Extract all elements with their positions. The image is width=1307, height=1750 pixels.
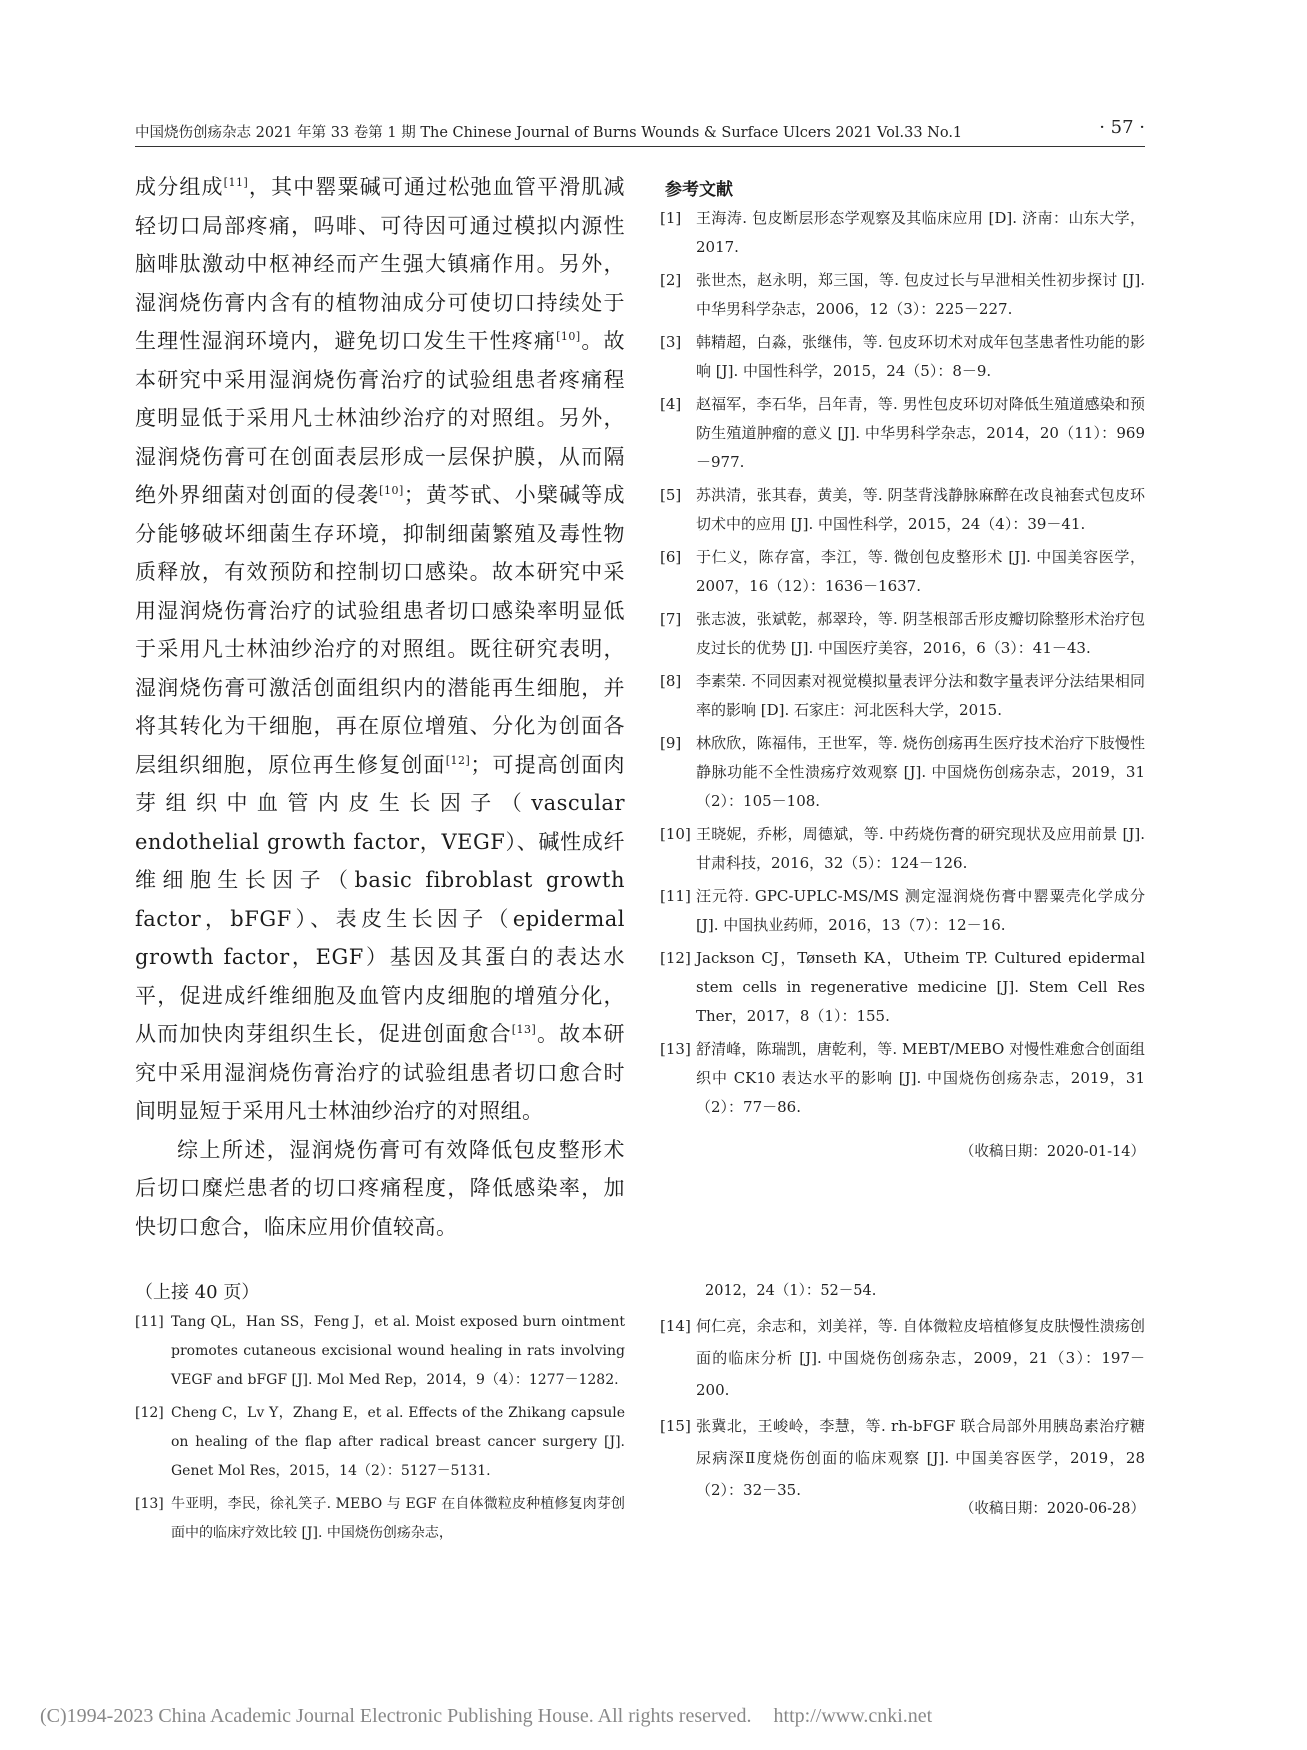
reference-continuation: 2012，24（1）：52－54.: [705, 1283, 877, 1299]
reference-item: [10] 王晓妮，乔彬，周德斌，等. 中药烧伤膏的研究现状及应用前景 [J]. 甘肃科技，2016，32（5）：124－126.: [660, 825, 1145, 872]
reference-item: [9] 林欣欣，陈福伟，王世军，等. 烧伤创疡再生医疗技术治疗下肢慢性静脉功能不全性溃疡疗效观察 [J]. 中国烧伤创疡杂志，2019，31（2）：105－108.: [660, 734, 1145, 810]
paragraph-discussion: 成分组成[11]，其中罂粟碱可通过松弛血管平滑肌减轻切口局部疼痛，吗啡、可待因可通过模拟内源性脑啡肽激动中枢神经而产生强大镇痛作用。另外，湿润烧伤膏内含有的植物油成分可使切口持续处于生理性湿润环境内，避免切口发生干性疼痛[10]。故本研究中采用湿润烧伤膏治疗的试验组患者疼痛程度明显低于采用凡士林油纱治疗的对照组。另外，湿润烧伤膏可在创面表层形成一层保护膜，从而隔绝外界细菌对创面的侵袭[10]；黄芩甙、小檗碱等成分能够破坏细菌生存环境，抑制细菌繁殖及毒性物质释放，有效预防和控制切口感染。故本研究中采用湿润烧伤膏治疗的试验组患者切口感染率明显低于采用凡士林油纱治疗的对照组。既往研究表明，湿润烧伤膏可激活创面组织内的潜能再生细胞，并将其转化为干细胞，再在原位增殖、分化为创面各层组织细胞，原位再生修复创面[12]；可提高创面肉芽组织中血管内皮生长因子（vascular endothelial growth factor，VEGF）、碱性成纤维细胞生长因子（basic fibroblast growth factor，bFGF）、表皮生长因子（epidermal growth factor，EGF）基因及其蛋白的表达水平，促进成纤维细胞及血管内皮细胞的增殖分化，从而加快肉芽组织生长，促进创面愈合[13]。故本研究中采用湿润烧伤膏治疗的试验组患者切口愈合时间明显短于采用凡士林油纱治疗的对照组。: [135, 175, 626, 1123]
citation: [12]: [445, 753, 471, 767]
reference-item: [11] Tang QL，Han SS，Feng J，et al. Moist exposed burn ointment promotes cutaneous excisional wound healing in rats involving VEGF and bFGF [J]. Mol Med Rep，2014，9（4）：1277－1282.: [135, 1314, 625, 1388]
body-text: [135, 168, 625, 1246]
header-rule: [135, 146, 1145, 147]
reference-item: [7] 张志波，张斌乾，郝翠玲，等. 阴茎根部舌形皮瓣切除整形术治疗包皮过长的优势 [J]. 中国医疗美容，2016，6（3）：41－43.: [660, 610, 1145, 657]
citation: [13]: [511, 1023, 537, 1036]
cnki-link[interactable]: http://www.cnki.net: [773, 1705, 933, 1727]
reference-item: [2] 张世杰，赵永明，郑三国，等. 包皮过长与早泄相关性初步探讨 [J]. 中华男科学杂志，2006，12（3）：225－227.: [660, 271, 1145, 318]
running-header: [135, 117, 1145, 143]
journal-title: 中国烧伤创疡杂志 2021 年第 33 卷第 1 期 The Chinese Journal of Burns Wounds & Surface Ulcers 2021 Vol.33 No.1: [135, 125, 963, 141]
page-number: · 57 ·: [1099, 117, 1145, 138]
references-list: [660, 204, 1145, 1126]
received-date: （收稿日期：2020-06-28）: [959, 1501, 1145, 1517]
reference-item: [4] 赵福军，李石华，吕年青，等. 男性包皮环切对降低生殖道感染和预防生殖道肿瘤的意义 [J]. 中华男科学杂志，2014，20（11）：969－977.: [660, 395, 1145, 471]
reference-item: [8] 李素荣. 不同因素对视觉模拟量表评分法和数字量表评分法结果相同率的影响 [D]. 石家庄：河北医科大学，2015.: [660, 672, 1145, 719]
copyright-footer: [40, 1705, 932, 1728]
copyright-text: (C)1994-2023 China Academic Journal Electronic Publishing House. All rights reserved.: [40, 1705, 752, 1727]
reference-item: [6] 于仁义，陈存富，李江，等. 微创包皮整形术 [J]. 中国美容医学，2007，16（12）：1636－1637.: [660, 548, 1145, 595]
paragraph-conclusion: 综上所述，湿润烧伤膏可有效降低包皮整形术后切口糜烂患者的切口疼痛程度，降低感染率，加快切口愈合，临床应用价值较高。: [135, 1137, 625, 1239]
received-date: （收稿日期：2020-01-14）: [959, 1144, 1145, 1160]
citation: [10]: [556, 330, 581, 343]
reference-item: [11] 汪元符. GPC-UPLC-MS/MS 测定湿润烧伤膏中罂粟壳化学成分 [J]. 中国执业药师，2016，13（7）：12－16.: [660, 887, 1145, 934]
citation: [11]: [223, 176, 249, 189]
reference-item: [5] 苏洪清，张其春，黄美，等. 阴茎背浅静脉麻醉在改良袖套式包皮环切术中的应用 [J]. 中国性科学，2015，24（4）：39－41.: [660, 486, 1145, 533]
reference-item: [3] 韩精超，白淼，张继伟，等. 包皮环切术对成年包茎患者性功能的影响 [J]. 中国性科学，2015，24（5）：8－9.: [660, 333, 1145, 380]
references-title: 参考文献: [665, 180, 733, 200]
continued-references-right: [660, 1310, 1145, 1510]
continued-references-left: [135, 1308, 625, 1552]
reference-item: [13] 牛亚明，李民，徐礼笑子. MEBO 与 EGF 在自体微粒皮种植修复肉芽创面中的临床疗效比较 [J]. 中国烧伤创疡杂志，: [135, 1496, 625, 1541]
continued-from-label: （上接 40 页）: [135, 1282, 260, 1303]
reference-item: [1] 王海涛. 包皮断层形态学观察及其临床应用 [D]. 济南：山东大学，2017.: [660, 209, 1145, 256]
reference-item: [12] Jackson CJ，Tønseth KA，Utheim TP. Cultured epidermal stem cells in regenerative medicine [J]. Stem Cell Res Ther，2017，8（1）：155.: [660, 949, 1145, 1025]
citation: [10]: [379, 484, 404, 497]
reference-item: [12] Cheng C，Lv Y，Zhang E，et al. Effects of the Zhikang capsule on healing of the flap after radical breast cancer surgery [J]. Genet Mol Res，2015，14（2）：5127－5131.: [135, 1405, 625, 1479]
reference-item: [14] 何仁亮，余志和，刘美祥，等. 自体微粒皮培植修复皮肤慢性溃疡创面的临床分析 [J]. 中国烧伤创疡杂志，2009，21（3）：197－200.: [660, 1317, 1145, 1399]
reference-item: [15] 张冀北，王峻岭，李慧，等. rh-bFGF 联合局部外用胰岛素治疗糖尿病深Ⅱ度烧伤创面的临床观察 [J]. 中国美容医学，2019，28（2）：32－35.: [660, 1417, 1145, 1499]
reference-item: [13] 舒清峰，陈瑞凯，唐乾利，等. MEBT/MEBO 对慢性难愈合创面组织中 CK10 表达水平的影响 [J]. 中国烧伤创疡杂志，2019，31（2）：77－86.: [660, 1040, 1145, 1116]
